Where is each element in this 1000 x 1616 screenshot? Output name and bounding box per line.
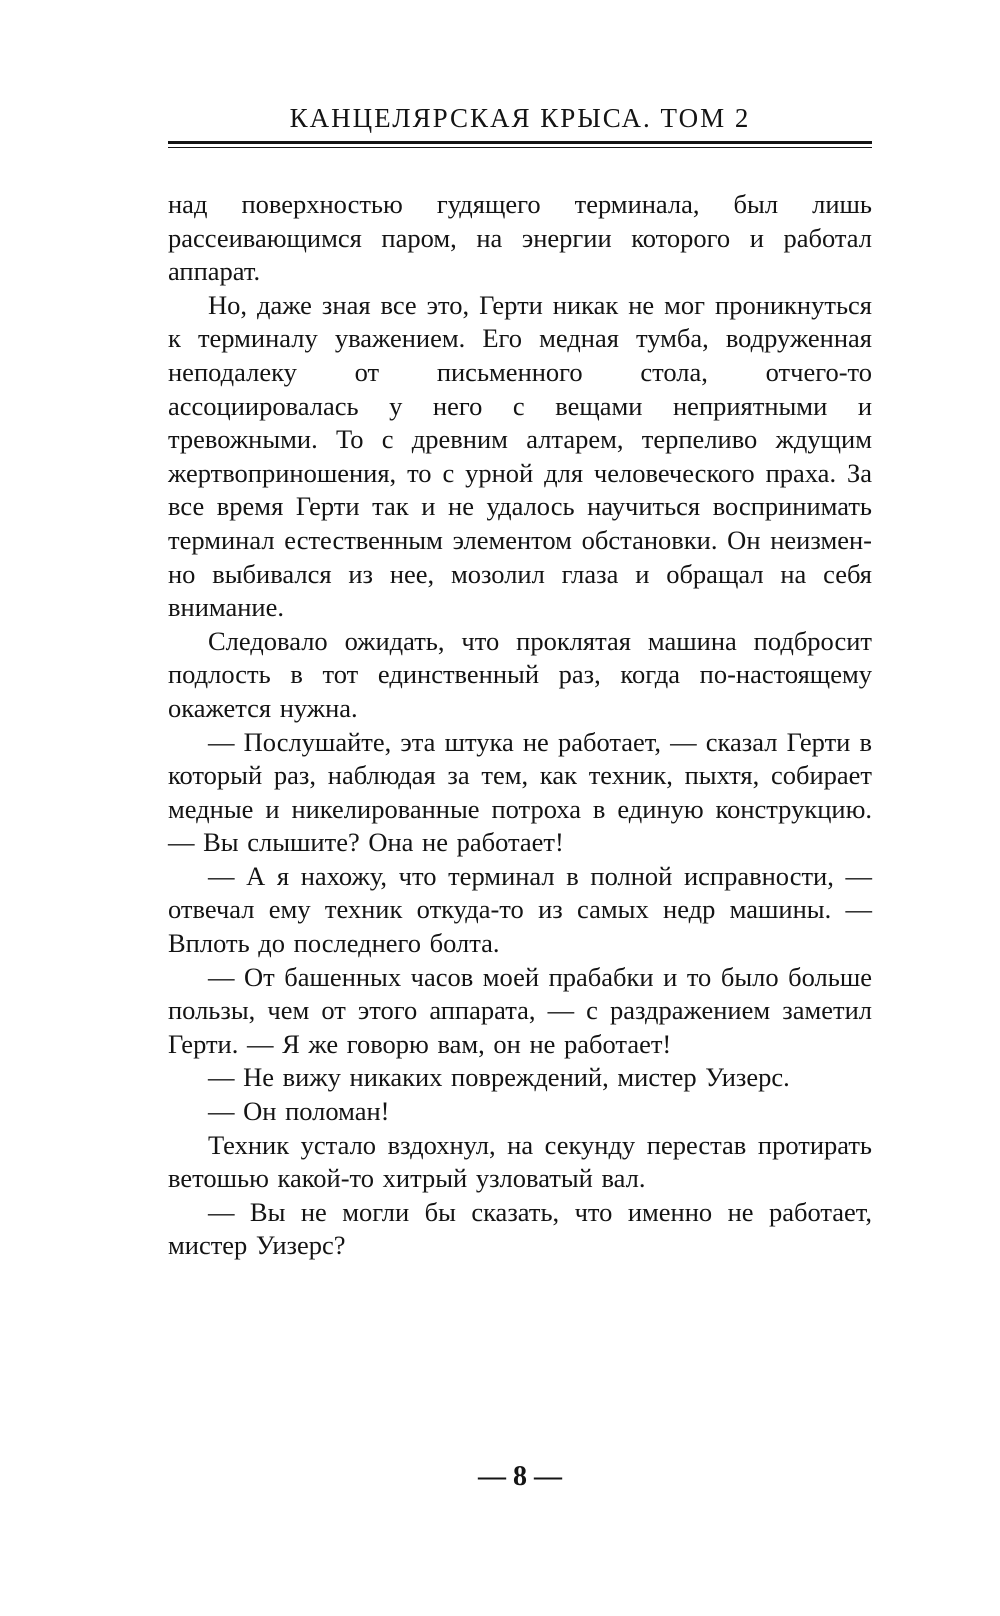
dialogue-paragraph: — Послушайте, эта штука не работает, — сказал Герти в который раз, наблюдая за тем, как техник, пыхтя, собирает медные и никелированные потроха в единую конструкцию. — Вы слышите? Она не работает! <box>168 726 872 858</box>
paragraph: Но, даже зная все это, Герти никак не мог проникнуться к терминалу уважением. Его медная тумба, водруженная неподалеку от письменного стола, отчего-то ассоциировалась у него с вещами неприятными и тревожными. То с древним алтарем, терпеливо ждущим жертвоприношения, то с урной для человеческого праха. За все время Герти так и не удалось научиться воспринимать терминал естественным элементом обстановки. Он неизменно выбивался из нее, мозолил глаза и обращал на себя внимание. <box>168 289 872 623</box>
page-number: — 8 — <box>478 1461 562 1492</box>
dialogue-paragraph: — Вы не могли бы сказать, что именно не работает, мистер Уизерс? <box>168 1196 872 1261</box>
dialogue-paragraph: — Он поломан! <box>208 1096 390 1127</box>
header-rule-thin <box>168 147 872 148</box>
paragraph-continuation: над поверхностью гудящего терминала, был лишь рассеивающимся паром, на энергии которого и работал аппарат. <box>168 189 872 287</box>
paragraph: Следовало ожидать, что проклятая машина подбросит подлость в тот единственный раз, когда по-настоящему окажется нужна. <box>168 625 872 723</box>
paragraph: Техник устало вздохнул, на секунду перестав протирать ветошью какой-то хитрый узловатый вал. <box>168 1129 872 1194</box>
running-header: КАНЦЕЛЯРСКАЯ КРЫСА. ТОМ 2 <box>289 103 751 133</box>
dialogue-paragraph: — А я нахожу, что терминал в полной исправности, — отвечал ему техник откуда-то из самых недр машины. — Вплоть до последнего болта. <box>168 860 872 959</box>
body-text <box>168 188 872 1263</box>
dialogue-paragraph: — Не вижу никаких повреждений, мистер Уизерс. <box>208 1062 790 1093</box>
dialogue-paragraph: — От башенных часов моей прабабки и то было больше пользы, чем от этого аппарата, — с раздражением заметил Герти. — Я же говорю вам, он не работает! <box>168 961 872 1059</box>
header-rule-thick <box>168 141 872 144</box>
